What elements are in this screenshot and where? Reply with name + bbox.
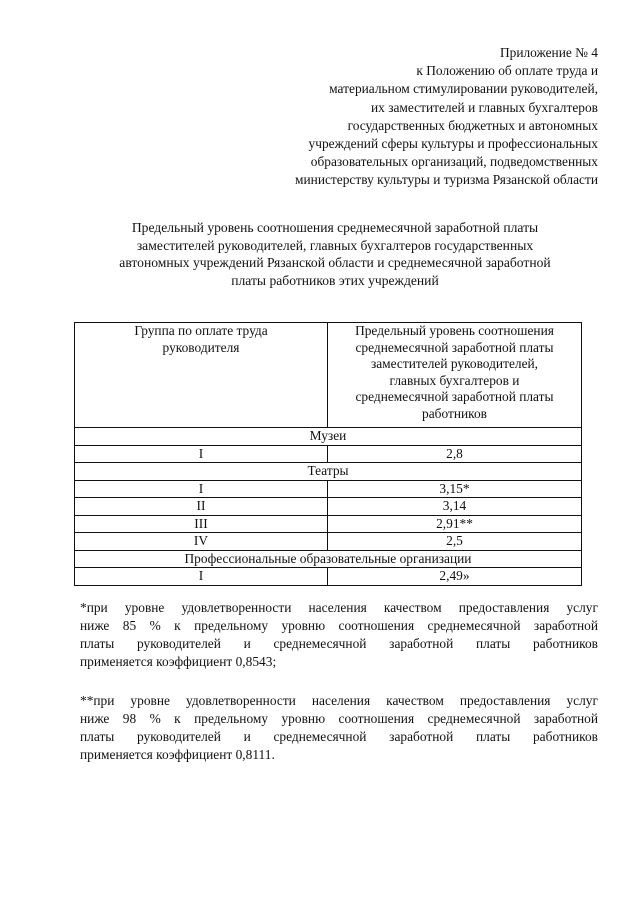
footnote-line: платы руководителей и среднемесячной заработной платы работников (80, 636, 598, 651)
title-line: заместителей руководителей, главных бухгалтеров государственных (136, 237, 534, 253)
footnote-line: ниже 98 % к предельному уровню соотношения среднемесячной заработной (80, 711, 598, 726)
title-line: платы работников этих учреждений (231, 272, 439, 288)
appendix-line: учреждений сферы культуры и профессиональных (308, 136, 598, 152)
value-cell: 2,91** (328, 515, 582, 533)
group-cell: IV (75, 533, 328, 551)
header-text: руководителя (162, 339, 240, 355)
header-text: главных бухгалтеров и (389, 372, 520, 388)
title-line: Предельный уровень соотношения среднемесячной заработной платы (131, 220, 539, 235)
header-text: Группа по оплате труда (134, 323, 268, 338)
footnote-line: платы руководителей и среднемесячной заработной платы работников (80, 729, 598, 744)
footnote-line: **при уровне удовлетворенности населения качеством предоставления услуг (80, 693, 598, 708)
footnote-line: ниже 85 % к предельному уровню соотношения среднемесячной заработной (80, 618, 598, 633)
group-cell: I (75, 568, 328, 586)
ratio-table (74, 322, 582, 586)
footnote-single-asterisk (80, 599, 598, 671)
title-line: автономных учреждений Рязанской области и среднемесячной заработной (119, 255, 551, 271)
footnote-line: *при уровне удовлетворенности населения качеством предоставления услуг (80, 600, 598, 615)
value-cell: 3,14 (328, 498, 582, 516)
table-header-row (75, 323, 582, 428)
appendix-line: государственных бюджетных и автономных (347, 117, 598, 133)
section-title: Музеи (75, 428, 582, 446)
header-text: заместителей руководителей, (370, 356, 539, 371)
footnote-line: применяется коэффициент 0,8543; (80, 654, 277, 669)
table-row (75, 480, 582, 498)
footnote-double-asterisk (80, 692, 598, 764)
table-row (75, 498, 582, 516)
appendix-line: образовательных организаций, подведомственных (310, 154, 598, 170)
value-cell: 2,5 (328, 533, 582, 551)
table-row (75, 533, 582, 551)
section-row-museums (75, 428, 582, 446)
section-title: Театры (75, 463, 582, 481)
group-cell: I (75, 480, 328, 498)
appendix-header (178, 44, 598, 190)
header-group-cell (75, 323, 328, 428)
value-cell: 2,8 (328, 445, 582, 463)
table-row (75, 445, 582, 463)
appendix-line: министерству культуры и туризма Рязанской области (295, 172, 598, 188)
appendix-line: Приложение № 4 (499, 45, 598, 60)
table-row (75, 515, 582, 533)
group-cell: I (75, 445, 328, 463)
appendix-line: материальном стимулировании руководителей, (329, 81, 598, 97)
document-title (75, 219, 595, 289)
header-text: работников (422, 405, 487, 421)
section-row-theatres (75, 463, 582, 481)
appendix-line: к Положению об оплате труда и (416, 63, 598, 79)
table-row (75, 568, 582, 586)
group-cell: III (75, 515, 328, 533)
footnote-line: применяется коэффициент 0,8111. (80, 747, 275, 762)
section-title: Профессиональные образовательные организации (75, 550, 582, 568)
header-text: среднемесячной заработной платы (355, 389, 554, 404)
header-text: среднемесячной заработной платы (355, 339, 554, 355)
section-row-education (75, 550, 582, 568)
value-cell: 2,49» (328, 568, 582, 586)
header-text: Предельный уровень соотношения (355, 323, 554, 338)
header-ratio-cell (328, 323, 582, 428)
appendix-line: их заместителей и главных бухгалтеров (370, 99, 598, 115)
value-cell: 3,15* (328, 480, 582, 498)
group-cell: II (75, 498, 328, 516)
